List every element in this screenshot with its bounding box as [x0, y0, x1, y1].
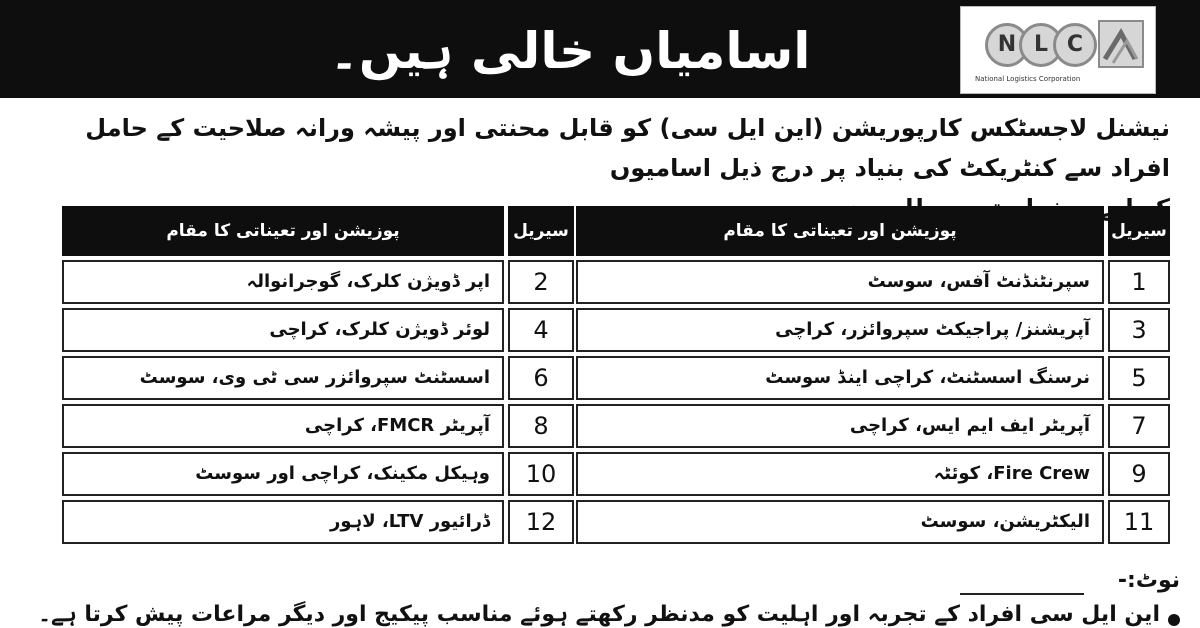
- serial-cell-right: 3: [1108, 308, 1170, 352]
- serial-cell-right: 9: [1108, 452, 1170, 496]
- position-cell-left: وہیکل مکینک، کراچی اور سوسٹ: [62, 452, 504, 496]
- position-cell-right: آپریٹر ایف ایم ایس، کراچی: [576, 404, 1104, 448]
- position-cell-right: Fire Crew، کوئٹہ: [576, 452, 1104, 496]
- serial-cell-right: 7: [1108, 404, 1170, 448]
- position-cell-left: اپر ڈویژن کلرک، گوجرانوالہ: [62, 260, 504, 304]
- position-cell-right: سپرنٹنڈنٹ آفس، سوسٹ: [576, 260, 1104, 304]
- serial-cell-left: 12: [508, 500, 574, 544]
- logo-letters: [985, 23, 1097, 67]
- vacancies-table: [62, 206, 1170, 546]
- logo-tagline: National Logistics Corporation: [975, 75, 1081, 83]
- header-banner: [0, 0, 1200, 98]
- note-bullet-text: این ایل سی افراد کے تجربہ اور اہلیت کو مدنظر رکھتے ہوئے مناسب پیکیج اور دیگر مراعات پیش کرتا ہے۔: [38, 602, 1160, 627]
- position-cell-right: نرسنگ اسسٹنٹ، کراچی اینڈ سوسٹ: [576, 356, 1104, 400]
- note-underline: [960, 593, 1084, 595]
- serial-cell-right: 11: [1108, 500, 1170, 544]
- note-label: نوٹ:-: [1117, 568, 1180, 593]
- header-position-right: پوزیشن اور تعیناتی کا مقام: [576, 206, 1104, 256]
- page-title: اسامیاں خالی ہیں۔: [329, 22, 811, 80]
- logo-arrow-icon: [1097, 19, 1145, 69]
- header-serial-left: سیریل: [508, 206, 574, 256]
- serial-cell-right: 1: [1108, 260, 1170, 304]
- serial-cell-left: 6: [508, 356, 574, 400]
- serial-cell-left: 10: [508, 452, 574, 496]
- position-cell-left: لوئر ڈویژن کلرک، کراچی: [62, 308, 504, 352]
- serial-cell-left: 4: [508, 308, 574, 352]
- position-cell-left: اسسٹنٹ سپروائزر سی ٹی وی، سوسٹ: [62, 356, 504, 400]
- serial-cell-right: 5: [1108, 356, 1170, 400]
- position-cell-left: آپریٹر FMCR، کراچی: [62, 404, 504, 448]
- logo-letter-n: N: [985, 23, 1029, 67]
- nlc-logo: [960, 6, 1156, 94]
- logo-letter-l: L: [1019, 23, 1063, 67]
- intro-line-1: نیشنل لاجسٹکس کارپوریشن (این ایل سی) کو قابل محنتی اور پیشہ ورانہ صلاحیت کے حامل افراد سے کنٹریکٹ کی بنیاد پر درج ذیل اسامیوں: [85, 114, 1170, 182]
- position-cell-right: آپریشنز/ پراجیکٹ سپروائزر، کراچی: [576, 308, 1104, 352]
- serial-cell-left: 8: [508, 404, 574, 448]
- logo-letter-c: C: [1053, 23, 1097, 67]
- position-cell-left: ڈرائیور LTV، لاہور: [62, 500, 504, 544]
- header-position-left: پوزیشن اور تعیناتی کا مقام: [62, 206, 504, 256]
- header-serial-right: سیریل: [1108, 206, 1170, 256]
- bullet-icon: [1168, 614, 1180, 626]
- position-cell-right: الیکٹریشن، سوسٹ: [576, 500, 1104, 544]
- serial-cell-left: 2: [508, 260, 574, 304]
